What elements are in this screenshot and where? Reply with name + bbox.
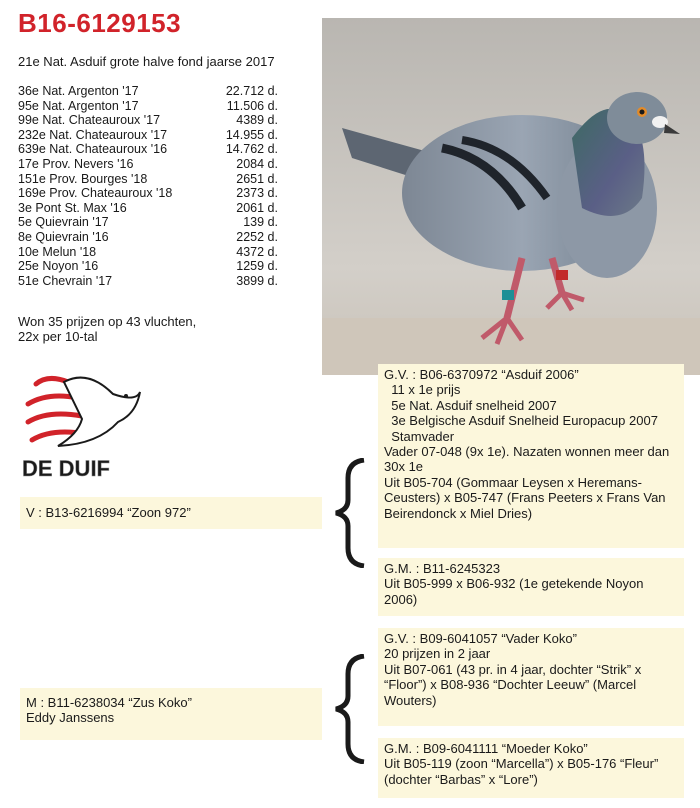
dam-box bbox=[20, 688, 322, 740]
gv1-line: Stamvader bbox=[384, 428, 455, 444]
result-dist: 14.955 d. bbox=[225, 127, 278, 142]
result-dist: 22.712 d. bbox=[225, 84, 278, 98]
sire-name: V : B13-6216994 “Zoon 972” bbox=[26, 505, 191, 520]
result-dist: 3899 d. bbox=[236, 273, 278, 288]
gm2-line: Uit B05-119 (zoon “Marcella”) x B05-176 “Fleur” (dochter “Barbas” x “Lore”) bbox=[384, 756, 662, 787]
brace-dam bbox=[330, 654, 370, 764]
dam-name: M : B11-6238034 “Zus Koko” bbox=[26, 695, 192, 710]
granddam-paternal-box bbox=[378, 558, 684, 616]
result-row bbox=[18, 274, 278, 289]
gm1-line: G.M. : B11-6245323 bbox=[384, 561, 501, 576]
summary-line: Won 35 prijzen op 43 vluchten, bbox=[18, 314, 197, 329]
logo-text: DE DUIF bbox=[22, 456, 110, 481]
result-race: 8e Quievrain '16 bbox=[18, 229, 109, 244]
result-row bbox=[18, 259, 278, 274]
de-duif-logo bbox=[18, 364, 148, 484]
prize-summary bbox=[18, 314, 308, 344]
result-race: 25e Noyon '16 bbox=[18, 259, 99, 274]
result-race: 36e Nat. Argenton '17 bbox=[18, 84, 139, 98]
result-dist: 4372 d. bbox=[236, 244, 278, 259]
gv1-line: G.V. : B06-6370972 “Asduif 2006” bbox=[384, 367, 579, 382]
result-row bbox=[18, 172, 278, 187]
result-dist: 14.762 d. bbox=[225, 142, 278, 157]
result-dist: 2252 d. bbox=[236, 229, 278, 244]
result-row bbox=[18, 128, 278, 143]
results-list bbox=[18, 84, 278, 288]
result-race: 5e Quievrain '17 bbox=[18, 215, 109, 230]
result-race: 232e Nat. Chateauroux '17 bbox=[18, 127, 168, 142]
result-race: 51e Chevrain '17 bbox=[18, 273, 113, 288]
result-race: 3e Pont St. Max '16 bbox=[18, 200, 127, 215]
result-dist: 11.506 d. bbox=[226, 98, 278, 113]
gv2-line: 20 prijzen in 2 jaar bbox=[384, 646, 491, 662]
granddam-maternal-box bbox=[378, 738, 684, 798]
result-dist: 2061 d. bbox=[236, 200, 278, 215]
sire-box bbox=[20, 497, 322, 529]
headline-result: 21e Nat. Asduif grote halve fond jaarse 2017 bbox=[18, 54, 275, 69]
ring-number-title: B16-6129153 bbox=[18, 8, 182, 38]
result-race: 99e Nat. Chateauroux '17 bbox=[18, 113, 161, 128]
grandsire-paternal-box bbox=[378, 364, 684, 548]
result-race: 95e Nat. Argenton '17 bbox=[18, 98, 139, 113]
result-race: 169e Prov. Chateauroux '18 bbox=[18, 186, 173, 201]
summary-line: 22x per 10-tal bbox=[18, 329, 98, 344]
result-race: 639e Nat. Chateauroux '16 bbox=[18, 142, 168, 157]
result-race: 10e Melun '18 bbox=[18, 244, 97, 259]
dam-breeder: Eddy Janssens bbox=[26, 710, 115, 726]
result-row bbox=[18, 215, 278, 230]
result-dist: 2373 d. bbox=[236, 186, 278, 201]
result-row bbox=[18, 84, 278, 99]
gm2-line: G.M. : B09-6041111 “Moeder Koko” bbox=[384, 741, 588, 756]
result-row bbox=[18, 245, 278, 260]
result-dist: 139 d. bbox=[243, 215, 278, 230]
result-dist: 2084 d. bbox=[236, 156, 278, 171]
result-dist: 4389 d. bbox=[236, 113, 278, 128]
gm1-line: Uit B05-999 x B06-932 (1e getekende Noyon 2006) bbox=[384, 576, 648, 607]
gv2-line: G.V. : B09-6041057 “Vader Koko” bbox=[384, 631, 577, 646]
result-row bbox=[18, 157, 278, 172]
result-dist: 1259 d. bbox=[236, 259, 278, 274]
result-row bbox=[18, 186, 278, 201]
result-row bbox=[18, 113, 278, 128]
result-race: 151e Prov. Bourges '18 bbox=[18, 171, 148, 186]
gv1-line: Vader 07-048 (9x 1e). Nazaten wonnen meer dan 30x 1e bbox=[384, 444, 673, 475]
gv1-line: Uit B05-704 (Gommaar Leysen x Heremans-Ceusters) x B05-747 (Frans Peeters x Frans Van Beirendonck x Miel Dries) bbox=[384, 474, 670, 521]
pigeon-photo bbox=[322, 18, 700, 375]
grandsire-maternal-box bbox=[378, 628, 684, 726]
gv2-line: Uit B07-061 (43 pr. in 4 jaar, dochter “Strik” x “Floor”) x B08-936 “Dochter Leeuw” (Marcel Wouters) bbox=[384, 661, 645, 708]
result-row bbox=[18, 201, 278, 216]
result-row bbox=[18, 230, 278, 245]
gv1-line: 3e Belgische Asduif Snelheid Europacup 2007 bbox=[384, 413, 658, 429]
result-row bbox=[18, 99, 278, 114]
result-dist: 2651 d. bbox=[236, 171, 278, 186]
result-row bbox=[18, 142, 278, 157]
result-race: 17e Prov. Nevers '16 bbox=[18, 156, 134, 171]
brace-sire bbox=[330, 458, 370, 568]
gv1-line: 11 x 1e prijs bbox=[384, 382, 461, 398]
gv1-line: 5e Nat. Asduif snelheid 2007 bbox=[384, 397, 557, 413]
